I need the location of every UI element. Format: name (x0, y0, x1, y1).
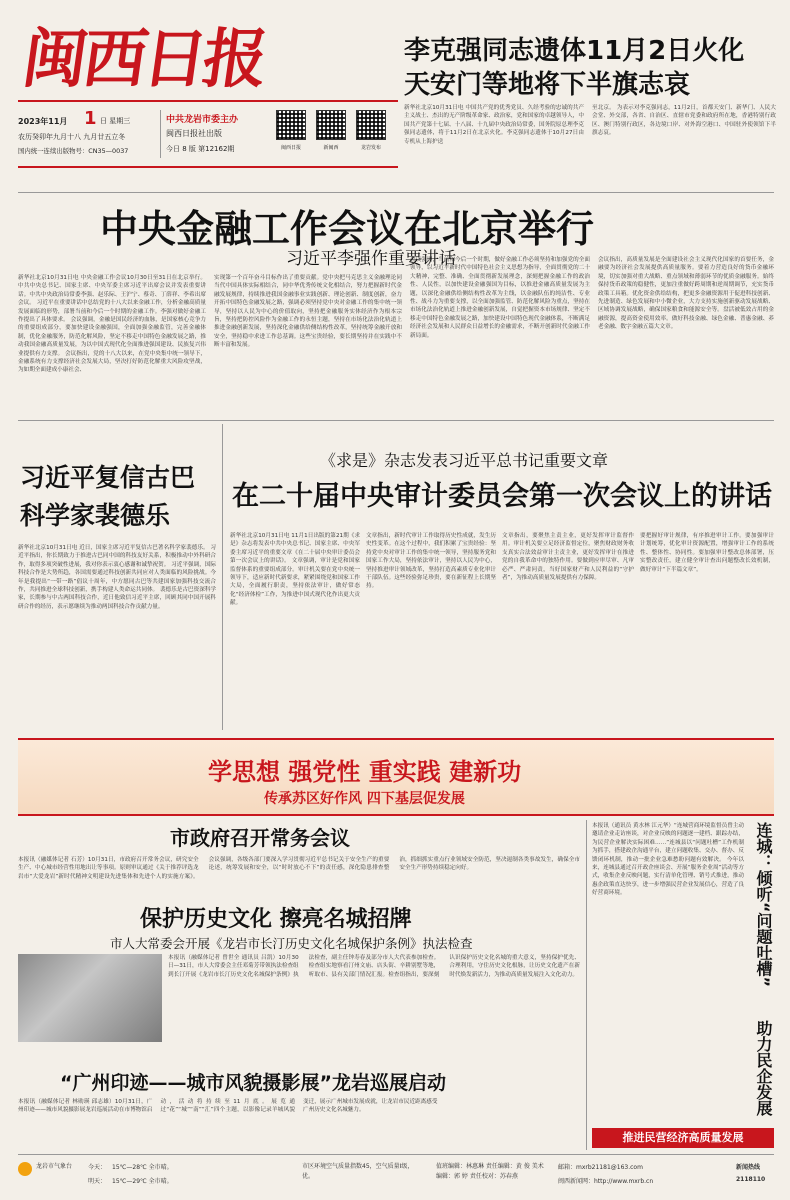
top-headline-line1: 李克强同志遗体11月2日火化 (404, 36, 745, 66)
lead-title: 中央金融工作会议在北京举行 (100, 207, 595, 251)
heritage-subtitle: 市人大常委会开展《龙岩市长汀历史文化名城保护条例》执法检查 (110, 936, 473, 951)
lead-text-col2: 实现第一个百年奋斗目标作出了重要贡献。党中央把马克思主义金融理论同当代中国具体实际相结合，同中华优秀传统文化相结合，努力把握新时代金融发展规律，持续推进我国金融事业实践创新、理论创新、制度创新，奋力开拓中国特色金融发展之路，强调必须坚持党中央对金融工作的集中统一领导，坚持以人民为中心的价值取向，坚持把金融服务实体经济作为根本宗旨，坚持把防控风险作为金融工作的永恒主题，坚持在市场化法治化轨道上推进金融创新发展，坚持深化金融供给侧结构性改革，坚持统筹金融开放和安全，坚持稳中求进工作总基调。这些宝贵经验，要长期坚持并在实践中不断丰富和发展。 (214, 275, 402, 349)
top-article-col2: 至北京。 为表示对李克强同志，11月2日，首都天安门、新华门、人民大会堂、外交部，各省、自治区、直辖市党委和政府所在地，香港特别行政区、澳门特别行政区，各边境口岸、对外海空港口、中国驻外使领馆下半旗志哀。 (592, 105, 776, 137)
heritage-photo (18, 954, 162, 1042)
audit-text-col3: 文章指出，要聚焦主责主业，更好发挥审计监督作用。审计机关要立足经济监督定位，聚焦财政财务收支真实合法效益审计主责主业，更好发挥审计在推进党的自我革命中的独特作用。要做到应审尽审、凡审必严、严肃问责，当好国家财产和人民利益的“守护者”，为推动高质量发展提供有力保障。 (502, 533, 634, 582)
dateline (18, 106, 398, 164)
today-label: 今天： (88, 1164, 107, 1171)
lead-text-col3: 会议强调，当前和今后一个时期，做好金融工作必须坚持和加强党的全面领导，以习近平新时代中国特色社会主义思想为指导，全面贯彻党的二十大精神，完整、准确、全面贯彻新发展理念，深刻把握金融工作的政治性、人民性，以加快建设金融强国为目标，以推进金融高质量发展为主题，以深化金融供给侧结构性改革为主线，以金融队伍的纯洁性、专业性、战斗力为重要支撑，以全面加强监管、防范化解风险为重点，坚持在市场化法治化轨道上推进金融创新发展，自觉把握资本市场规律、坚定不移走中国特色金融发展之路，加快建设中国特色现代金融体系，不断满足经济社会发展和人民群众日益增长的金融需求，不断开创新时代金融工作新局面。 (410, 257, 590, 339)
qr-code-icon (316, 110, 346, 140)
heritage-text: 本报讯（融媒体记者 曾世全 通讯员 吕凯）10月30日—31日，市人大常委会主任邓菊芳带领执法检查组到长汀开展《龙岩市长汀历史文化名城保护条例》执法检查，副主任钟寿春及部分市人大代表参加检查。 检查组实地察看汀州文庙、店头街、辛耕别墅等地，听取市、县有关部门情况汇报。检查组指出，要深刻认识保护历史文化名城的重大意义，坚持保护优先、合理利用，守住历史文化根脉，让历史文化遗产在新时代焕发新活力，为推动高质量发展注入文化动力。 (168, 955, 580, 978)
municipal-text: 本报讯（融媒体记者 石芳）10月31日，市政府召开常务会议，研究安全生产、中心城市经营性用地出让等事项。原则审议通过《关于推荐评选龙岩市“大爱龙岩”新时代精神文明建设先进集体和先进个人的实施方案》。 会议强调，各级各部门要深入学习贯彻习近平总书记关于安全生产的重要论述，统筹发展和安全，以“时时放心不下”的责任感，深化隐患排查整治，抓细抓实重点行业领域安全防范，坚决遏制各类事故发生，确保全市安全生产形势持续稳定向好。 (18, 857, 580, 880)
email[interactable]: 邮箱：mxrb21181@163.com (558, 1164, 643, 1171)
slogan-banner (18, 738, 774, 816)
lead-subtitle: 习近平李强作重要讲话 (286, 249, 456, 269)
today-forecast: 15℃—28℃ 全市晴。 (112, 1164, 173, 1171)
letter-title-line2: 科学家裴德乐 (20, 501, 171, 530)
hotline-label: 新闻热线 (736, 1164, 761, 1171)
publisher: 闽西日报社出版 (166, 129, 222, 138)
date-lunar: 农历癸卯年九月十八 九月廿五立冬 (18, 133, 126, 141)
masthead-title: 闽西日报 (17, 22, 269, 97)
lead-text-col1: 新华社北京10月31日电 中央金融工作会议10月30日至31日在北京举行。中共中央总书记、国家主席、中央军委主席习近平出席会议并发表重要讲话。中共中央政治局常委李强、赵乐际、王沪宁、蔡奇、丁薛祥、李希出席会议。 习近平在重要讲话中总结党的十八大以来金融工作，分析金融高质量发展面临的形势，部署当前和今后一个时期的金融工作。李强对做好金融工作提出了具体要求。 会议强调，金融是国民经济的血脉，是国家核心竞争力的重要组成部分，要加快建设金融强国，全面加强金融监管，完善金融体制，优化金融服务，防范化解风险，坚定不移走中国特色金融发展之路，推动我国金融高质量发展，为以中国式现代化全面推进强国建设、民族复兴伟业提供有力支撑。 会议指出，党的十八大以来，在党中央集中统一领导下，金融系统有力支撑经济社会发展大局，坚决打好防范化解重大风险攻坚战，为如期全面建成小康社会、 (18, 275, 206, 374)
audit-title: 在二十届中央审计委员会第一次会议上的讲话 (232, 481, 772, 512)
audit-text-col2: 文章指出，新时代审计工作取得历史性成就，发生历史性变革。在这个过程中，我们积累了宝贵经验：坚持党中央对审计工作的集中统一领导，坚持服务党和国家工作大局，坚持依法审计，坚持以人民为中心，坚持推进审计领域改革，坚持打造高素质专业化审计干部队伍。这些经验弥足珍贵，要在新征程上长期坚持。 (366, 533, 496, 590)
heritage-title: 保护历史文化 擦亮名城招牌 (140, 907, 412, 932)
qr-label: 闽西日报 (280, 145, 301, 151)
weather-station: 龙岩市气象台 (36, 1163, 73, 1170)
weather-icon (18, 1162, 32, 1176)
photo-expo-text: 本报讯（融媒体记者 林勋瑛 邱志雄）10月31日，广州印迹——城市风貌摄影展龙岩巡展活动在市博物馆启动，活动将持续至11月底。展览通过“花”“城”“南”“汇”四个主题，以影像记录羊城风貌变迁，展示广州城市发展成就，让龙岩市民近距离感受广州历史文化名城魅力。 (18, 1099, 438, 1114)
sidebar-tag: 推进民营经济高质量发展 (592, 1128, 774, 1148)
slogan-line1: 学思想 强党性 重实践 建新功 (208, 758, 522, 786)
issue-info: 今日 8 版 第12162期 (166, 145, 235, 153)
footer (18, 1158, 774, 1194)
date-day: 1 (84, 108, 97, 129)
top-headline-line2: 天安门等地将下半旗志哀 (404, 70, 691, 100)
date-year-month: 2023年11月 (18, 117, 68, 126)
hotline-number: 2118110 (736, 1176, 766, 1183)
date-weekday: 日 星期三 (100, 117, 131, 125)
website[interactable]: 闽西新闻网：http://www.mxrb.cn (558, 1178, 654, 1185)
qr-label: 龙岩发布 (360, 145, 381, 151)
air-quality: 市区环境空气质量指数45，空气质量I级，优。 (302, 1163, 414, 1180)
sidebar-title-line2: 助力民企发展 (754, 1020, 773, 1116)
qr-code-icon (356, 110, 386, 140)
photo-expo-title: “广州印迹——城市风貌摄影展”龙岩巡展启动 (60, 1072, 446, 1094)
sidebar-text: 本报讯（通讯员 黄水林 江元华）“连城营商环境监督员曾主动邀请企业走访座谈，对企业反映的问题逐一建档、跟踪办结，为民营企业解决实际困难……”连城县以“问题吐槽”工作机制为抓手，搭建政企沟通平台，建立问题收集、交办、督办、反馈闭环机制，推动一批企业急难愁盼问题有效解决。 今年以来，连城县通过召开政企座谈会、开展“服务企业周”活动等方式，收集企业反映问题，实行清单化管理、销号式推进，推动惠企政策直达快享，进一步增强民营企业发展信心，营造了良好营商环境。 (592, 823, 744, 897)
letter-title-line1: 习近平复信古巴 (20, 463, 196, 492)
slogan-line2: 传承苏区好作风 四下基层促发展 (264, 791, 465, 807)
audit-text-col1: 新华社北京10月31日电 11月1日出版的第21期《求是》杂志将发表中共中央总书记、国家主席、中央军委主席习近平的重要文章《在二十届中央审计委员会第一次会议上的讲话》。 文章强调，审计是党和国家监督体系的重要组成部分。审计机关要在党中央统一领导下，适应新时代新要求，紧紧围绕党和国家工作大局，全面履行职责，坚持依法审计，做好常态化“经济体检”工作，为推进中国式现代化作出更大贡献。 (230, 533, 360, 607)
municipal-title: 市政府召开常务会议 (170, 826, 350, 850)
tomorrow-label: 明天： (88, 1178, 107, 1185)
audit-kicker: 《求是》杂志发表习近平总书记重要文章 (320, 451, 609, 470)
tomorrow-forecast: 15℃—29℃ 全市晴。 (112, 1178, 173, 1185)
qr-code-icon (276, 110, 306, 140)
sponsor: 中共龙岩市委主办 (166, 115, 239, 125)
audit-text-col4: 要把握好审计规律，有序推进审计工作。要加强审计计划统筹，优化审计资源配置，增强审计工作的系统性、整体性、协同性。要加强审计整改总体部署，压实整改责任，建立健全审计查出问题整改长效机制，做好审计“下半篇文章”。 (640, 533, 774, 573)
cn-number: 国内统一连续出版物号：CN35—0037 (18, 147, 129, 155)
lead-text-col4: 会议指出，高质量发展是全面建设社会主义现代化国家的首要任务，金融要为经济社会发展提供高质量服务。要着力营造良好的货币金融环境，切实加强对重大战略、重点领域和薄弱环节的优质金融服务。始终保持货币政策的稳健性，更加注重做好跨周期和逆周期调节，充实货币政策工具箱。优化资金供给结构，把更多金融资源用于促进科技创新、先进制造、绿色发展和中小微企业，大力支持实施创新驱动发展战略、区域协调发展战略，确保国家粮食和能源安全等。盘活被低效占用的金融资源，提高资金使用效率。做好科技金融、绿色金融、普惠金融、养老金融、数字金融五篇大文章。 (598, 257, 774, 331)
qr-label: 新闽西 (323, 145, 339, 151)
sidebar-title-line1: 连城：倾听“问题吐槽” (754, 822, 773, 988)
letter-text: 新华社北京10月31日电 近日，国家主席习近平复信古巴著名科学家裴德乐。 习近平指出，你长期致力于推进古巴同中国的科技友好关系，积极推动中外科研合作，取得多项突破性进展，我对你表示衷心感谢和诚挚祝贺。 习近平强调，国际科技合作是大势所趋，各国需要通过科技创新共同应对人类面临的风险挑战。今年是我提出“一带一路”倡议十周年，中方愿同古巴等共建国家加强科技交流合作，共同推进全球科技创新，携手构建人类命运共同体。 裴德乐是古巴资深科学家，长期参与中古两国科技合作，近日他致信习近平主席，回顾其同中国开展科研合作的经历，表示愿继续为推动两国科技合作贡献力量。 (18, 545, 216, 610)
editor-credits: 值班编辑：林惠琳 责任编辑：黄 俊 美术编辑：郭 婷 责任校对：苏春燕 (436, 1163, 544, 1180)
top-article-col1: 新华社北京10月31日电 中国共产党的优秀党员、久经考验的忠诚的共产主义战士、杰出的无产阶级革命家、政治家，党和国家的卓越领导人，中国共产党第十七届、十八届、十九届中央政治局常委，国务院原总理李克强同志遗体，将于11月2日在北京火化。李克强同志遗体于10月27日由专机从上海护送 (404, 105, 584, 145)
